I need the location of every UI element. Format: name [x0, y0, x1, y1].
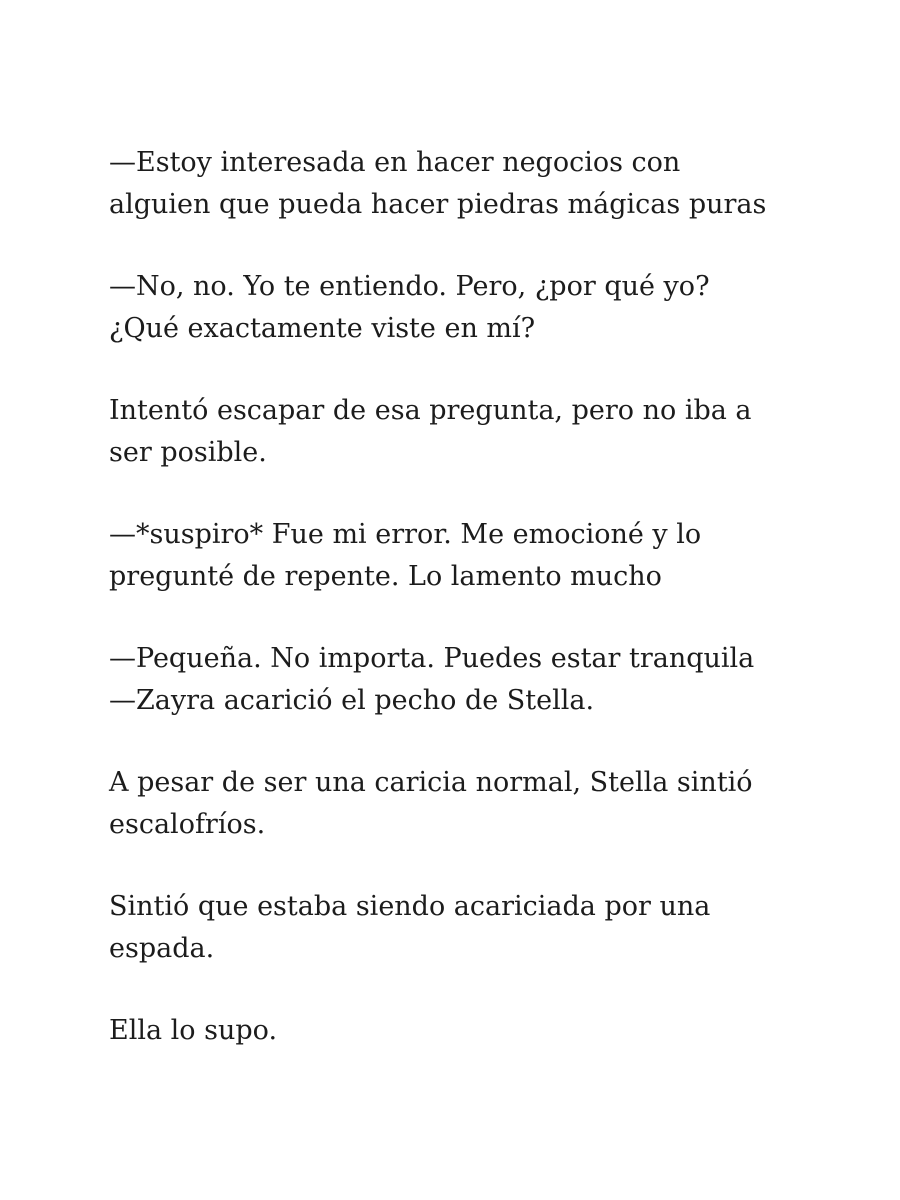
text-line: espada. — [109, 933, 215, 964]
paragraph-4 — [109, 514, 809, 598]
text-line: ¿Qué exactamente viste en mí? — [109, 313, 536, 344]
paragraph-1 — [109, 142, 809, 226]
text-line: Sintió que estaba siendo acariciada por una — [109, 891, 711, 922]
text-line: Ella lo supo. — [109, 1015, 278, 1046]
text-line: —*suspiro* Fue mi error. Me emocioné y lo — [109, 519, 702, 550]
paragraph-6 — [109, 762, 809, 846]
paragraph-3 — [109, 390, 809, 474]
text-line: Intentó escapar de esa pregunta, pero no iba a — [109, 395, 752, 426]
text-line: pregunté de repente. Lo lamento mucho — [109, 561, 662, 592]
text-line: A pesar de ser una caricia normal, Stella sintió — [109, 767, 753, 798]
text-line: —Estoy interesada en hacer negocios con — [109, 147, 681, 178]
paragraph-8 — [109, 1010, 809, 1052]
paragraph-5 — [109, 638, 809, 722]
text-line: —No, no. Yo te entiendo. Pero, ¿por qué yo? — [109, 271, 710, 302]
text-line: ser posible. — [109, 437, 267, 468]
paragraph-7 — [109, 886, 809, 970]
text-line: alguien que pueda hacer piedras mágicas puras — [109, 189, 767, 220]
text-line: —Pequeña. No importa. Puedes estar tranquila — [109, 643, 755, 674]
text-page — [109, 142, 809, 1092]
paragraph-2 — [109, 266, 809, 350]
text-line: —Zayra acarició el pecho de Stella. — [109, 685, 595, 716]
text-line: escalofríos. — [109, 809, 266, 840]
